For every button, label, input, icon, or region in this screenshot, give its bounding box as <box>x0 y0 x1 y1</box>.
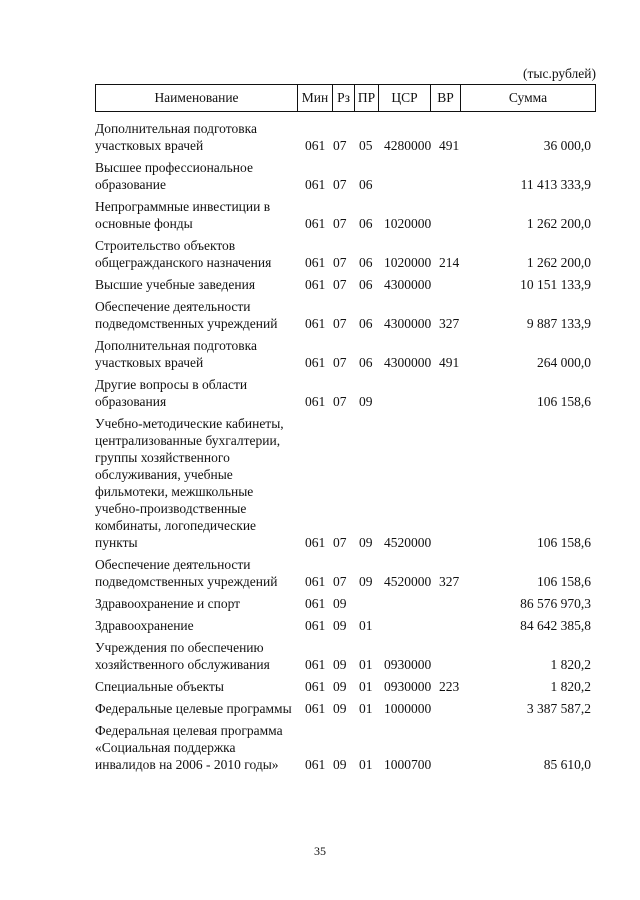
row-sum: 264 000,0 <box>537 355 591 370</box>
row-pr: 01 <box>359 618 373 633</box>
row-name: Обеспечение деятельности подведомственных учреждений <box>95 299 278 331</box>
row-vr: 223 <box>439 679 460 694</box>
row-name: Высшие учебные заведения <box>95 277 256 292</box>
table-row <box>95 120 596 154</box>
row-pr: 01 <box>359 701 373 716</box>
row-min: 061 <box>305 701 326 716</box>
header-rz: Рз <box>333 85 355 111</box>
row-vr: 214 <box>439 255 460 270</box>
row-name: Здравоохранение <box>95 618 194 633</box>
row-name: Специальные объекты <box>95 679 224 694</box>
header-sum: Сумма <box>508 90 548 105</box>
row-name: Учебно-методические кабинеты, централизованные бухгалтерии, группы хозяйственного обслуживания, учебные фильмотеки, межшкольные учебно-производственные комбинаты, логопедические пункты <box>95 416 284 550</box>
row-pr: 05 <box>359 138 373 153</box>
row-sum: 9 887 133,9 <box>526 316 591 331</box>
row-sum: 106 158,6 <box>537 535 591 550</box>
row-pr: 09 <box>359 574 373 589</box>
row-name: Федеральные целевые программы <box>95 701 292 716</box>
row-name: Высшее профессиональное образование <box>95 160 253 192</box>
row-pr: 06 <box>359 277 373 292</box>
row-csr: 1000000 <box>384 701 432 716</box>
row-rz: 07 <box>333 355 347 370</box>
row-pr: 01 <box>359 657 373 672</box>
row-csr: 1000700 <box>384 757 432 772</box>
row-min: 061 <box>305 138 326 153</box>
row-min: 061 <box>305 657 326 672</box>
row-min: 061 <box>305 177 326 192</box>
row-csr: 4300000 <box>384 355 432 370</box>
row-pr: 06 <box>359 255 373 270</box>
row-csr: 0930000 <box>384 657 432 672</box>
row-sum: 1 262 200,0 <box>526 255 591 270</box>
table-row <box>95 237 596 271</box>
row-rz: 07 <box>333 535 347 550</box>
table-row <box>95 595 596 612</box>
row-rz: 07 <box>333 255 347 270</box>
row-name: Обеспечение деятельности подведомственных учреждений <box>95 557 278 589</box>
row-pr: 06 <box>359 177 373 192</box>
row-rz: 09 <box>333 701 347 716</box>
table-row <box>95 415 596 551</box>
row-sum: 85 610,0 <box>543 757 591 772</box>
table-row <box>95 198 596 232</box>
row-name: Здравоохранение и спорт <box>95 596 241 611</box>
row-min: 061 <box>305 216 326 231</box>
row-csr: 4520000 <box>384 535 432 550</box>
row-sum: 11 413 333,9 <box>520 177 591 192</box>
header-vr: ВР <box>431 85 461 111</box>
row-sum: 86 576 970,3 <box>520 596 591 611</box>
row-sum: 1 262 200,0 <box>526 216 591 231</box>
table-row <box>95 617 596 634</box>
row-min: 061 <box>305 574 326 589</box>
table-row <box>95 337 596 371</box>
header-csr: ЦСР <box>379 85 431 111</box>
row-name: Дополнительная подготовка участковых врачей <box>95 121 257 153</box>
row-name: Непрограммные инвестиции в основные фонды <box>95 199 271 231</box>
row-rz: 07 <box>333 394 347 409</box>
row-csr: 4280000 <box>384 138 432 153</box>
row-csr: 0930000 <box>384 679 432 694</box>
row-rz: 09 <box>333 657 347 672</box>
row-pr: 06 <box>359 316 373 331</box>
table-row <box>95 556 596 590</box>
row-rz: 09 <box>333 618 347 633</box>
row-csr: 4300000 <box>384 316 432 331</box>
row-min: 061 <box>305 316 326 331</box>
header-min: Мин <box>298 85 333 111</box>
table-row <box>95 700 596 717</box>
table-body <box>95 120 596 773</box>
row-rz: 09 <box>333 596 347 611</box>
row-min: 061 <box>305 596 326 611</box>
row-name: Учреждения по обеспечению хозяйственного обслуживания <box>95 640 270 672</box>
units-label: (тыс.рублей) <box>523 66 596 81</box>
table-row <box>95 298 596 332</box>
row-sum: 10 151 133,9 <box>520 277 591 292</box>
row-pr: 06 <box>359 216 373 231</box>
row-min: 061 <box>305 277 326 292</box>
row-rz: 07 <box>333 277 347 292</box>
row-name: Дополнительная подготовка участковых врачей <box>95 338 257 370</box>
table-header <box>95 84 596 112</box>
table-row <box>95 376 596 410</box>
row-min: 061 <box>305 757 326 772</box>
row-rz: 09 <box>333 679 347 694</box>
row-rz: 09 <box>333 757 347 772</box>
row-vr: 491 <box>439 355 460 370</box>
row-rz: 07 <box>333 574 347 589</box>
row-csr: 1020000 <box>384 216 432 231</box>
row-rz: 07 <box>333 177 347 192</box>
table-row <box>95 639 596 673</box>
row-sum: 3 387 587,2 <box>526 701 591 716</box>
row-min: 061 <box>305 355 326 370</box>
row-min: 061 <box>305 618 326 633</box>
row-sum: 106 158,6 <box>537 574 591 589</box>
table-row <box>95 159 596 193</box>
header-name: Наименование <box>96 85 298 111</box>
row-rz: 07 <box>333 138 347 153</box>
row-sum: 1 820,2 <box>550 657 591 672</box>
row-min: 061 <box>305 679 326 694</box>
row-csr: 4300000 <box>384 277 432 292</box>
row-csr: 4520000 <box>384 574 432 589</box>
row-sum: 36 000,0 <box>543 138 591 153</box>
row-sum: 1 820,2 <box>550 679 591 694</box>
page-number: 35 <box>314 844 326 858</box>
row-vr: 327 <box>439 574 460 589</box>
row-pr: 09 <box>359 535 373 550</box>
row-name: Строительство объектов общегражданского назначения <box>95 238 272 270</box>
row-min: 061 <box>305 394 326 409</box>
row-vr: 491 <box>439 138 460 153</box>
row-name: Другие вопросы в области образования <box>95 377 248 409</box>
row-min: 061 <box>305 255 326 270</box>
row-rz: 07 <box>333 316 347 331</box>
row-pr: 06 <box>359 355 373 370</box>
row-name: Федеральная целевая программа «Социальная поддержка инвалидов на 2006 - 2010 годы» <box>95 723 283 772</box>
table-row <box>95 276 596 293</box>
row-rz: 07 <box>333 216 347 231</box>
header-pr: ПР <box>355 85 379 111</box>
row-vr: 327 <box>439 316 460 331</box>
row-sum: 84 642 385,8 <box>520 618 591 633</box>
table-row <box>95 722 596 773</box>
row-pr: 09 <box>359 394 373 409</box>
row-pr: 01 <box>359 757 373 772</box>
row-min: 061 <box>305 535 326 550</box>
row-sum: 106 158,6 <box>537 394 591 409</box>
row-csr: 1020000 <box>384 255 432 270</box>
table-row <box>95 678 596 695</box>
row-pr: 01 <box>359 679 373 694</box>
